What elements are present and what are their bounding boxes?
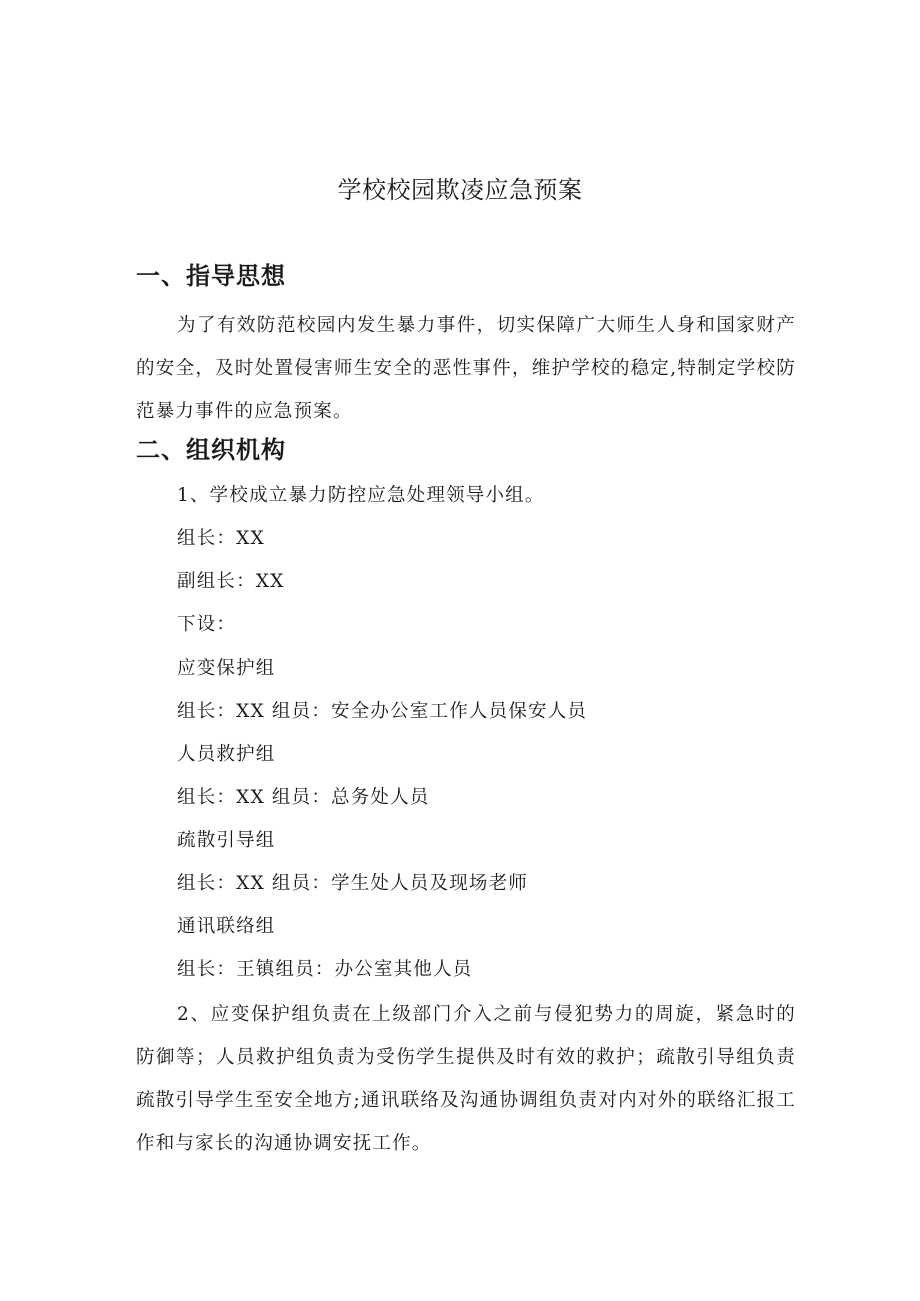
org-line: 组长：XX 组员：学生处人员及现场老师 [177,873,529,894]
document-title: 学校校园欺凌应急预案 [337,176,583,204]
section-paragraph-responsibilities: 2、应变保护组负责在上级部门介入之前与侵犯势力的周旋，紧急时的防御等；人员救护组负责为受伤学生提供及时有效的救护；疏散引导组负责疏散引导学生至安全地方;通讯联络及沟通协调组负责对内对外的联络汇报工作和与家长的沟通协调安抚工作。 [136,1004,796,1154]
org-line: 人员救护组 [177,744,276,765]
org-line: 下设： [177,614,237,635]
org-line: 组长：王镇组员：办公室其他人员 [177,959,473,980]
org-line: 疏散引导组 [177,830,276,851]
org-line: 通讯联络组 [177,916,276,937]
org-line: 应变保护组 [177,658,276,679]
org-line: 组长：XX [177,528,265,549]
org-line: 1、学校成立暴力防控应急处理领导小组。 [177,485,545,506]
section-paragraph-guiding-ideology: 为了有效防范校园内发生暴力事件，切实保障广大师生人身和国家财产的安全，及时处置侵害师生安全的恶性事件，维护学校的稳定,特制定学校防范暴力事件的应急预案。 [136,315,796,422]
org-line: 副组长：XX [177,571,285,592]
section-heading-organization: 二、组织机构 [136,436,286,464]
org-line: 组长：XX 组员：安全办公室工作人员保安人员 [177,701,588,722]
org-line: 组长：XX 组员：总务处人员 [177,787,430,808]
section-heading-guiding-ideology: 一、指导思想 [136,262,286,290]
